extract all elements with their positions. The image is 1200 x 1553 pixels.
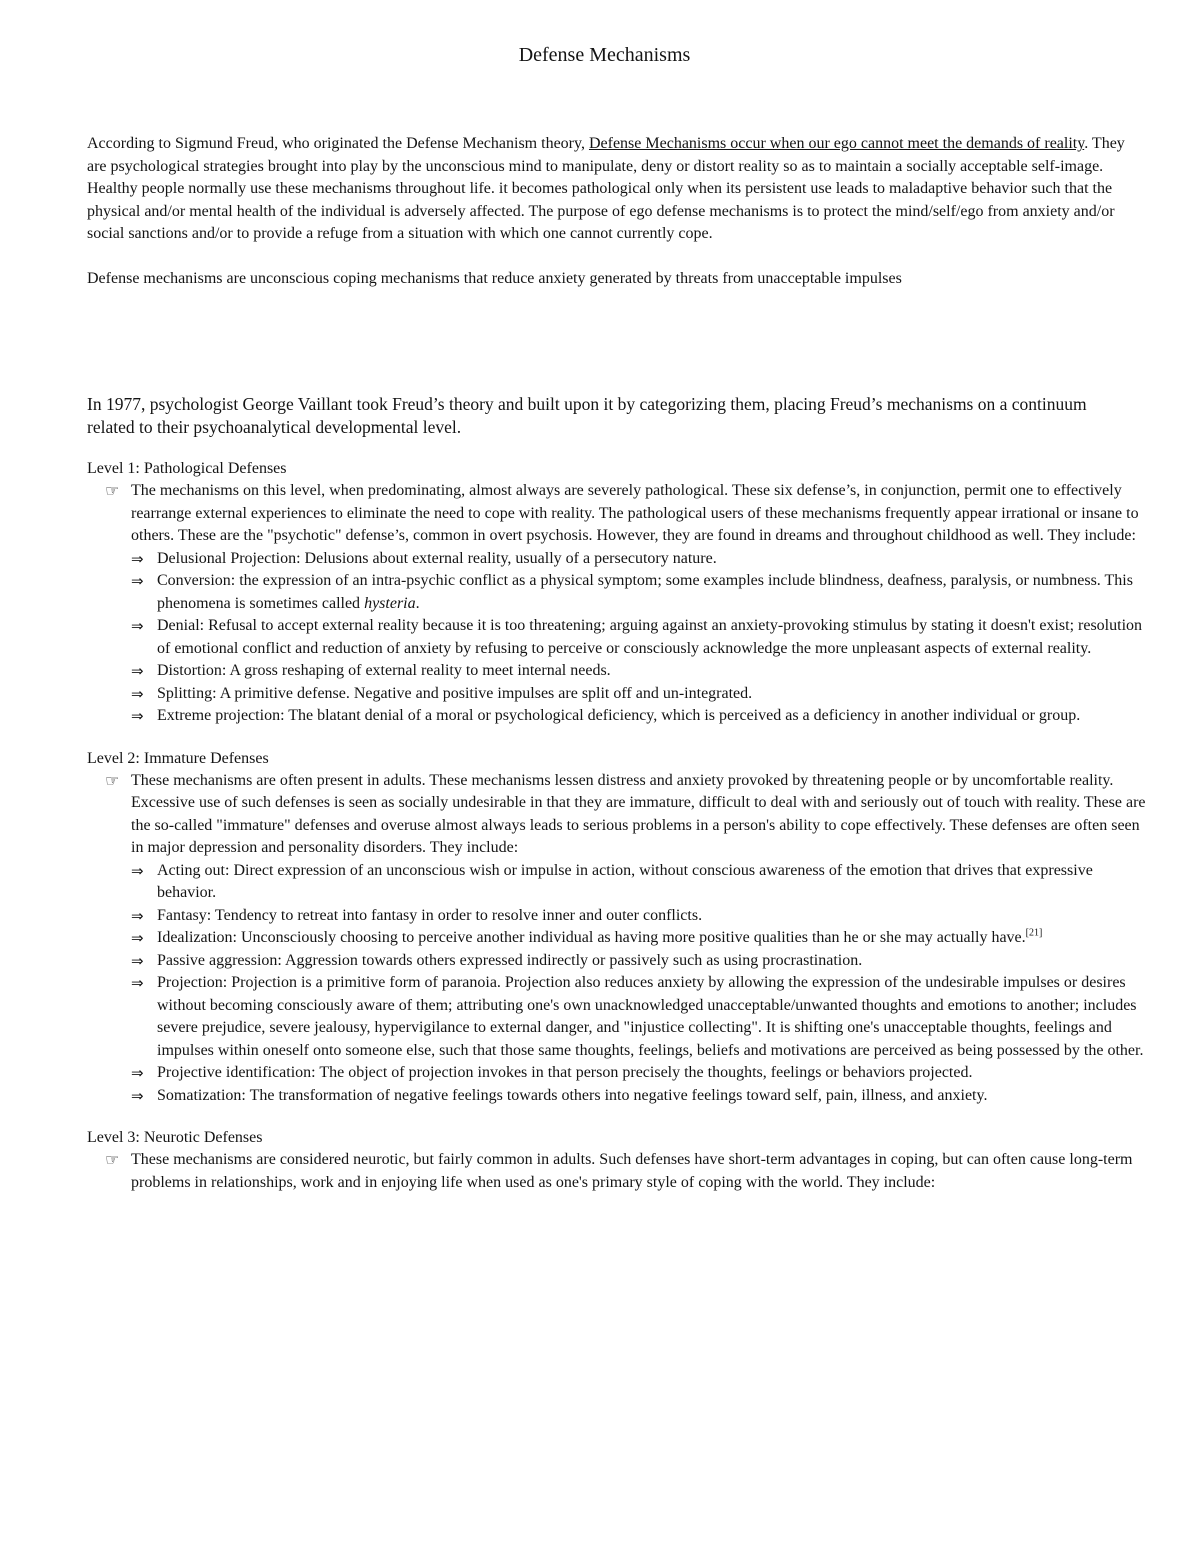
footnote-reference[interactable]: [21] — [1025, 927, 1043, 939]
level-3-title: Level 3: Neurotic Defenses — [87, 1129, 263, 1146]
double-right-arrow-icon: ⇒ — [131, 906, 144, 925]
double-right-arrow-icon: ⇒ — [131, 1064, 144, 1082]
list-item-text: Projection: Projection is a primitive form of paranoia. Projection also reduces anxiety by allowing the expression of the undesirable impulses or desires without becoming consciously aware of them; attributing one's own unacknowledged unacceptable/unwanted thoughts and emotions to another; includes severe prejudice, severe jealousy, hypervigilance to external danger, and "injustice collecting". It is shifting one's unacceptable thoughts, feelings and impulses within oneself onto someone else, such that those same thoughts, feelings, beliefs and motivations are perceived as being possessed by the other. — [157, 974, 1144, 1059]
list-item-text: Acting out: Direct expression of an unconscious wish or impulse in action, without conscious awareness of the emotion that drives that expressive behavior. — [157, 861, 1093, 901]
level-3-section — [87, 1127, 1147, 1194]
list-item — [87, 548, 1147, 571]
intro-lead: According to Sigmund Freud, who originated the Defense Mechanism theory, — [87, 135, 589, 152]
document-page — [87, 44, 1147, 1194]
list-item — [87, 683, 1147, 706]
intro-rest: . They are psychological strategies brought into play by the unconscious mind to manipulate, deny or distort reality so as to maintain a socially acceptable self-image. Healthy people normally use these mechanisms throughout life. it becomes pathological only when its persistent use leads to maladaptive behavior such that the physical and/or mental health of the individual is adversely affected. The purpose of ego defense mechanisms is to protect the mind/self/ego from anxiety and/or social sanctions and/or to provide a refuge from a situation with which one cannot currently cope. — [87, 135, 1125, 242]
list-item-text: Somatization: The transformation of negative feelings towards others into negative feelings toward self, pain, illness, and anxiety. — [157, 1086, 988, 1104]
level-1-list — [87, 548, 1147, 728]
level-1-lead — [87, 480, 1147, 548]
list-item-text: Fantasy: Tendency to retreat into fantasy in order to resolve inner and outer conflicts. — [157, 906, 703, 924]
list-item-text: Passive aggression: Aggression towards others expressed indirectly or passively such as using procrastination. — [157, 951, 863, 969]
list-item — [87, 615, 1147, 660]
list-item — [87, 705, 1147, 728]
double-right-arrow-icon: ⇒ — [131, 861, 144, 880]
level-1-title: Level 1: Pathological Defenses — [87, 460, 287, 477]
list-item-text: Conversion: the expression of an intra-psychic conflict as a physical symptom; some examples include blindness, deafness, paralysis, or numbness. This phenomena is sometimes called — [157, 572, 1133, 612]
double-right-arrow-icon: ⇒ — [131, 929, 144, 947]
level-3-lead — [87, 1149, 1147, 1194]
list-item — [87, 570, 1147, 615]
double-right-arrow-icon: ⇒ — [131, 951, 144, 970]
list-item-text: Idealization: Unconsciously choosing to perceive another individual as having more positive qualities than he or she may actually have. — [157, 929, 1026, 946]
level-3-lead-text: These mechanisms are considered neurotic, but fairly common in adults. Such defenses have short-term advantages in coping, but can often cause long-term problems in relationships, work and in enjoying life when used as one's primary style of coping with the world. They include: — [131, 1151, 1133, 1191]
list-item — [87, 860, 1147, 905]
list-item-text: Splitting: A primitive defense. Negative and positive impulses are split off and un-integrated. — [157, 684, 753, 702]
list-item-text: Extreme projection: The blatant denial of a moral or psychological deficiency, which is perceived as a deficiency in another individual or group. — [157, 707, 1081, 724]
list-item — [87, 1085, 1147, 1108]
pointing-hand-icon: ☞ — [105, 770, 120, 790]
list-item — [87, 905, 1147, 928]
level-2-list — [87, 860, 1147, 1108]
level-2-section — [87, 748, 1147, 1108]
list-item — [87, 950, 1147, 973]
pointing-hand-icon: ☞ — [105, 1150, 120, 1169]
double-right-arrow-icon: ⇒ — [131, 1086, 144, 1105]
list-item — [87, 1062, 1147, 1085]
definition-paragraph: Defense mechanisms are unconscious coping mechanisms that reduce anxiety generated by threats from unacceptable impulses — [87, 269, 902, 287]
double-right-arrow-icon: ⇒ — [131, 707, 144, 725]
hysteria-term: hysteria — [364, 594, 416, 612]
intro-underlined-definition: Defense Mechanisms occur when our ego cannot meet the demands of reality — [588, 135, 1085, 152]
list-item-end: . — [415, 594, 420, 612]
list-item-text: Projective identification: The object of projection invokes in that person precisely the thoughts, feelings or behaviors projected. — [157, 1064, 973, 1081]
list-item — [87, 927, 1147, 950]
double-right-arrow-icon: ⇒ — [131, 549, 144, 568]
list-item — [87, 972, 1147, 1062]
level-2-lead-text: These mechanisms are often present in adults. These mechanisms lessen distress and anxiety provoked by threatening people or by uncomfortable reality. Excessive use of such defenses is seen as socially undesirable in that they are immature, difficult to deal with and seriously out of touch with reality. These are the so-called "immature" defenses and overuse almost always leads to serious problems in a person's ability to cope effectively. These defenses are often seen in major depression and personality disorders. They include: — [131, 771, 1146, 856]
level-1-section — [87, 458, 1147, 728]
level-2-lead — [87, 770, 1147, 860]
list-item — [87, 660, 1147, 683]
double-right-arrow-icon: ⇒ — [131, 974, 144, 992]
double-right-arrow-icon: ⇒ — [131, 684, 144, 703]
pointing-hand-icon: ☞ — [105, 481, 120, 500]
list-item-text: Distortion: A gross reshaping of external reality to meet internal needs. — [157, 662, 611, 679]
list-item-text: Delusional Projection: Delusions about external reality, usually of a persecutory nature. — [157, 549, 717, 567]
intro-paragraph — [87, 133, 1147, 246]
vaillant-paragraph: In 1977, psychologist George Vaillant took Freud’s theory and built upon it by categorizing them, placing Freud’s mechanisms on a continuum related to their psychoanalytical developmental level. — [87, 394, 1087, 437]
page-title: Defense Mechanisms — [518, 44, 691, 66]
double-right-arrow-icon: ⇒ — [131, 617, 144, 635]
double-right-arrow-icon: ⇒ — [131, 662, 144, 680]
level-1-lead-text: The mechanisms on this level, when predominating, almost always are severely pathological. These six defense’s, in conjunction, permit one to effectively rearrange external experiences to eliminate the need to cope with reality. The pathological users of these mechanisms frequently appear irrational or insane to others. These are the "psychotic" defense’s, common in overt psychosis. However, they are found in dreams and throughout childhood as well. They include: — [131, 482, 1139, 544]
level-2-title: Level 2: Immature Defenses — [87, 749, 269, 767]
list-item-text: Denial: Refusal to accept external reality because it is too threatening; arguing against an anxiety-provoking stimulus by stating it doesn't exist; resolution of emotional conflict and reduction of anxiety by refusing to perceive or consciously acknowledge the more unpleasant aspects of external reality. — [157, 617, 1143, 657]
double-right-arrow-icon: ⇒ — [131, 572, 144, 590]
